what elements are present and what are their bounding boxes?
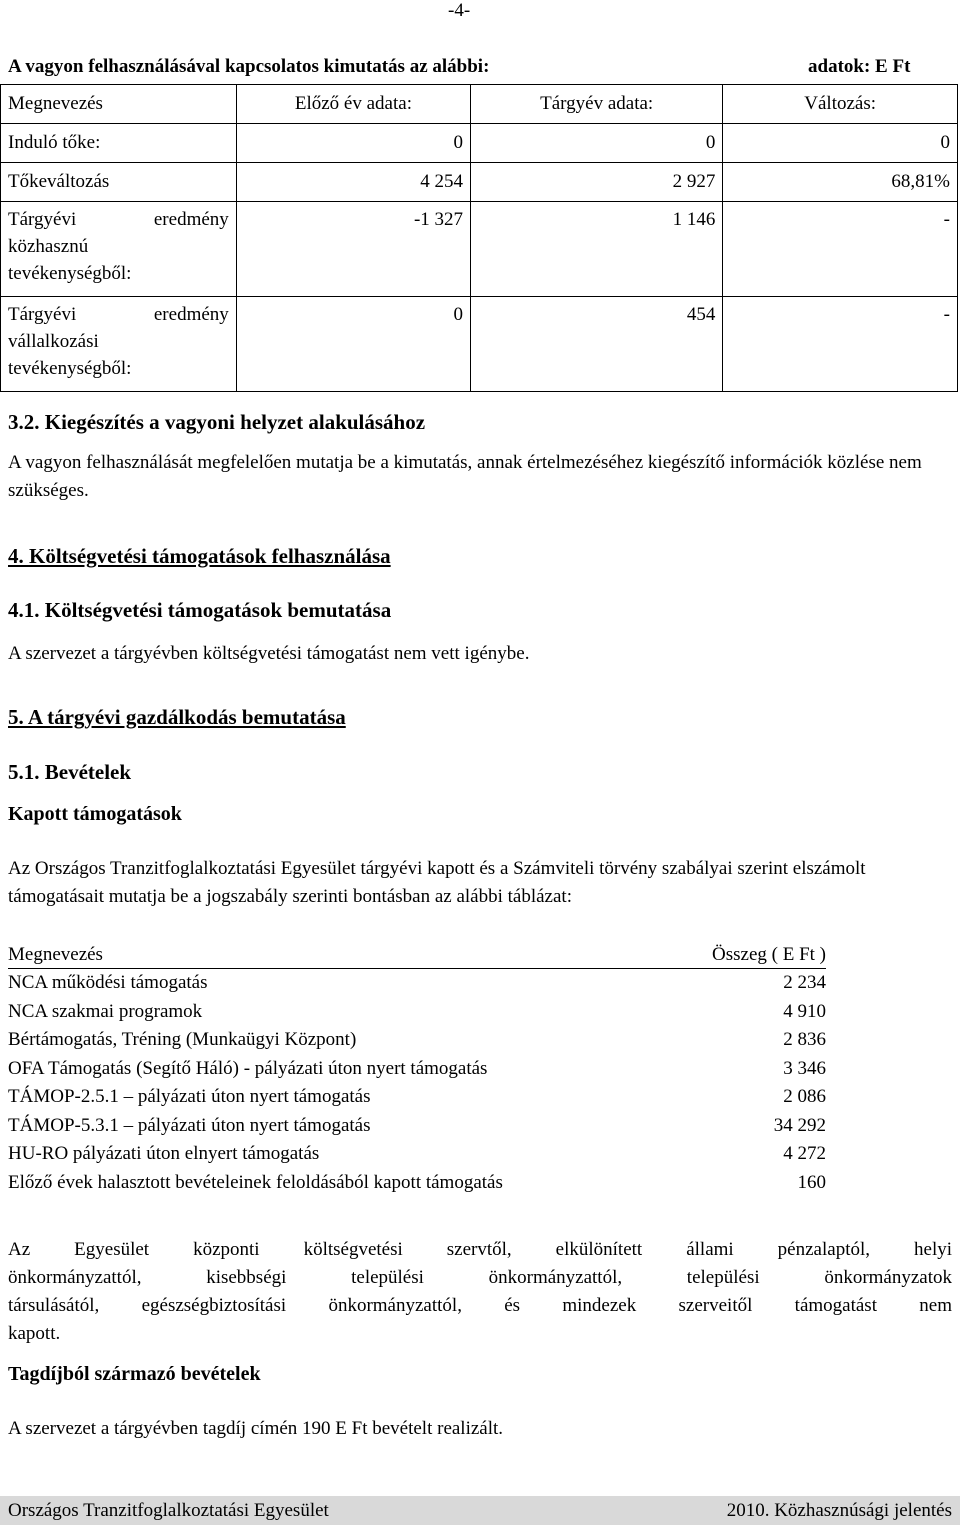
grant-name: NCA működési támogatás	[8, 972, 208, 993]
grant-name: TÁMOP-2.5.1 – pályázati úton nyert támogatás	[8, 1086, 371, 1107]
list-item	[8, 1112, 826, 1141]
table-row	[1, 124, 958, 163]
grants-intro: Az Országos Tranzitfoglalkoztatási Egyesület tárgyévi kapott és a Számviteli törvény szabályai szerint elszámolt támogatásait mutatja be a jogszabály szerinti bontásban az alábbi táblázat:	[8, 858, 866, 907]
curr-value: 1 146	[471, 202, 723, 297]
grants-header-amount: Összeg ( E Ft )	[712, 944, 826, 965]
asset-intro: A vagyon felhasználásával kapcsolatos kimutatás az alábbi:	[8, 56, 490, 77]
curr-value: 2 927	[471, 163, 723, 202]
header-cell: Tárgyév adata:	[471, 85, 723, 124]
label-part: vállalkozási	[8, 331, 99, 352]
grant-name: TÁMOP-5.3.1 – pályázati úton nyert támogatás	[8, 1114, 371, 1136]
label-part: közhasznú	[8, 236, 89, 257]
prev-value: 4 254	[236, 163, 470, 202]
label-part: tevékenységből:	[8, 263, 132, 284]
list-item	[8, 969, 826, 998]
section-5-1-title: 5.1. Bevételek	[8, 760, 132, 784]
table-row	[1, 163, 958, 202]
grant-amount: 34 292	[773, 1114, 826, 1136]
section-5-title: 5. A tárgyévi gazdálkodás bemutatása	[8, 705, 346, 729]
header-cell: Előző év adata:	[236, 85, 470, 124]
grants-note-line: Az Egyesület központi költségvetési szervtől, elkülönített állami pénzalaptól, helyi	[8, 1239, 952, 1260]
label-part: Tárgyévi	[8, 209, 77, 230]
page-footer	[0, 1496, 960, 1525]
label-part: tevékenységből:	[8, 358, 132, 379]
change-value: 0	[723, 124, 958, 163]
grant-name: HU-RO pályázati úton elnyert támogatás	[8, 1143, 320, 1164]
grants-note-line: társulásától, egészségbiztosítási önkormányzattól, és mindezek szerveitől támogatást nem	[8, 1295, 952, 1316]
section-4-1-text: A szervezet a tárgyévben költségvetési támogatást nem vett igénybe.	[8, 643, 530, 664]
asset-table	[0, 84, 958, 392]
section-3-2-title: 3.2. Kiegészítés a vagyoni helyzet alakulásához	[8, 410, 426, 434]
grant-amount: 3 346	[783, 1057, 826, 1079]
list-item	[8, 1169, 826, 1198]
prev-value: 0	[236, 124, 470, 163]
label-part: eredmény	[153, 209, 229, 230]
grant-amount: 4 272	[783, 1143, 826, 1164]
page-number: -4-	[448, 0, 471, 21]
membership-heading: Tagdíjból származó bevételek	[8, 1363, 261, 1385]
change-value: -	[723, 297, 958, 392]
curr-value: 454	[471, 297, 723, 392]
label-part: Tárgyévi	[8, 304, 77, 325]
change-value: 68,81%	[723, 163, 958, 202]
grant-name: NCA szakmai programok	[8, 1000, 203, 1022]
grants-note-line: önkormányzattól, kisebbségi települési önkormányzattól, települési önkormányzatok	[8, 1267, 952, 1288]
section-3-2-text: A vagyon felhasználását megfelelően mutatja be a kimutatás, annak értelmezéséhez kiegészítő információk közlése nem szükséges.	[8, 452, 922, 501]
curr-value: 0	[471, 124, 723, 163]
membership-text: A szervezet a tárgyévben tagdíj címén 190 E Ft bevételt realizált.	[8, 1418, 504, 1439]
list-item	[8, 1026, 826, 1055]
footer-right: 2010. Közhasznúsági jelentés	[726, 1499, 952, 1521]
prev-value: 0	[236, 297, 470, 392]
grant-amount: 2 234	[783, 972, 826, 993]
row-label	[1, 297, 237, 392]
list-item	[8, 998, 826, 1027]
table-row	[1, 297, 958, 392]
grants-note	[8, 1236, 952, 1348]
section-4-title: 4. Költségvetési támogatások felhasználása	[8, 544, 391, 568]
prev-value: -1 327	[236, 202, 470, 297]
table-header-row	[1, 85, 958, 124]
grants-header-row	[8, 941, 826, 969]
grants-list	[8, 941, 826, 1197]
change-value: -	[723, 202, 958, 297]
grants-note-line: kapott.	[8, 1323, 61, 1344]
row-label: Induló tőke:	[1, 124, 237, 163]
grant-name: Bértámogatás, Tréning (Munkaügyi Központ)	[8, 1029, 357, 1050]
grant-amount: 2 836	[783, 1029, 826, 1050]
grants-heading: Kapott támogatások	[8, 803, 182, 825]
grant-name: OFA Támogatás (Segítő Háló) - pályázati úton nyert támogatás	[8, 1057, 488, 1079]
section-4-1-title: 4.1. Költségvetési támogatások bemutatása	[8, 598, 392, 622]
header-cell: Változás:	[723, 85, 958, 124]
grant-name: Előző évek halasztott bevételeinek feloldásából kapott támogatás	[8, 1171, 503, 1193]
label-part: eredmény	[153, 304, 229, 325]
header-cell: Megnevezés	[1, 85, 237, 124]
table-row	[1, 202, 958, 297]
list-item	[8, 1140, 826, 1169]
asset-unit: adatok: E Ft	[808, 56, 911, 77]
grant-amount: 2 086	[783, 1086, 826, 1107]
grant-amount: 4 910	[783, 1000, 826, 1022]
list-item	[8, 1055, 826, 1084]
footer-left: Országos Tranzitfoglalkoztatási Egyesület	[8, 1499, 329, 1521]
grant-amount: 160	[797, 1171, 826, 1193]
row-label: Tőkeváltozás	[1, 163, 237, 202]
row-label	[1, 202, 237, 297]
grants-header-name: Megnevezés	[8, 944, 103, 965]
list-item	[8, 1083, 826, 1112]
